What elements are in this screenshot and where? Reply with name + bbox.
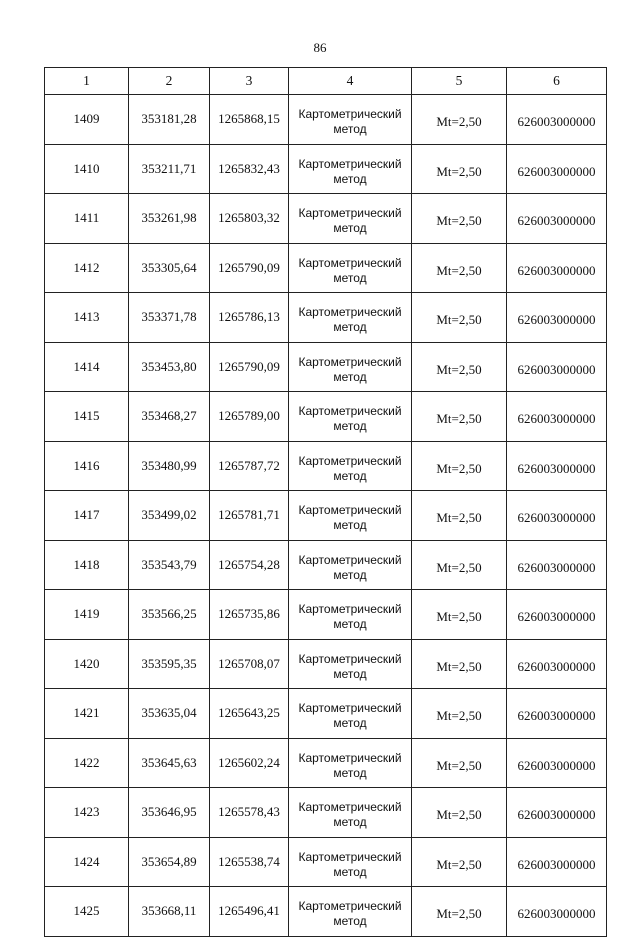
table-row	[45, 342, 607, 392]
code-cell: 626003000000	[507, 194, 607, 244]
method-cell: Картометрический метод	[289, 639, 412, 689]
x-coordinate-cell: 353646,95	[129, 788, 210, 838]
y-coordinate-cell: 1265790,09	[210, 243, 289, 293]
y-coordinate-cell: 1265643,25	[210, 689, 289, 739]
x-coordinate-cell: 353468,27	[129, 392, 210, 442]
header-cell: 2	[129, 68, 210, 95]
point-number-cell: 1416	[45, 441, 129, 491]
method-cell: Картометрический метод	[289, 837, 412, 887]
table-header-row	[45, 68, 607, 95]
y-coordinate-cell: 1265578,43	[210, 788, 289, 838]
method-cell: Картометрический метод	[289, 738, 412, 788]
y-coordinate-cell: 1265781,71	[210, 491, 289, 541]
table-row	[45, 441, 607, 491]
code-cell: 626003000000	[507, 392, 607, 442]
accuracy-cell: Mt=2,50	[412, 738, 507, 788]
y-coordinate-cell: 1265602,24	[210, 738, 289, 788]
code-cell: 626003000000	[507, 540, 607, 590]
y-coordinate-cell: 1265789,00	[210, 392, 289, 442]
header-cell: 5	[412, 68, 507, 95]
x-coordinate-cell: 353645,63	[129, 738, 210, 788]
point-number-cell: 1411	[45, 194, 129, 244]
table-row	[45, 788, 607, 838]
code-cell: 626003000000	[507, 293, 607, 343]
code-cell: 626003000000	[507, 342, 607, 392]
method-cell: Картометрический метод	[289, 95, 412, 145]
method-cell: Картометрический метод	[289, 590, 412, 640]
y-coordinate-cell: 1265787,72	[210, 441, 289, 491]
accuracy-cell: Mt=2,50	[412, 342, 507, 392]
table-body	[45, 68, 607, 937]
x-coordinate-cell: 353668,11	[129, 887, 210, 937]
table-row	[45, 590, 607, 640]
method-cell: Картометрический метод	[289, 887, 412, 937]
accuracy-cell: Mt=2,50	[412, 95, 507, 145]
y-coordinate-cell: 1265754,28	[210, 540, 289, 590]
point-number-cell: 1418	[45, 540, 129, 590]
code-cell: 626003000000	[507, 441, 607, 491]
header-cell: 1	[45, 68, 129, 95]
method-cell: Картометрический метод	[289, 689, 412, 739]
code-cell: 626003000000	[507, 95, 607, 145]
point-number-cell: 1419	[45, 590, 129, 640]
point-number-cell: 1412	[45, 243, 129, 293]
x-coordinate-cell: 353595,35	[129, 639, 210, 689]
x-coordinate-cell: 353261,98	[129, 194, 210, 244]
table-row	[45, 194, 607, 244]
point-number-cell: 1414	[45, 342, 129, 392]
code-cell: 626003000000	[507, 689, 607, 739]
table-row	[45, 738, 607, 788]
method-cell: Картометрический метод	[289, 392, 412, 442]
point-number-cell: 1417	[45, 491, 129, 541]
table-row	[45, 540, 607, 590]
code-cell: 626003000000	[507, 144, 607, 194]
accuracy-cell: Mt=2,50	[412, 392, 507, 442]
accuracy-cell: Mt=2,50	[412, 689, 507, 739]
method-cell: Картометрический метод	[289, 491, 412, 541]
header-cell: 3	[210, 68, 289, 95]
point-number-cell: 1425	[45, 887, 129, 937]
accuracy-cell: Mt=2,50	[412, 887, 507, 937]
point-number-cell: 1413	[45, 293, 129, 343]
code-cell: 626003000000	[507, 590, 607, 640]
y-coordinate-cell: 1265735,86	[210, 590, 289, 640]
table-row	[45, 144, 607, 194]
table-row	[45, 392, 607, 442]
code-cell: 626003000000	[507, 738, 607, 788]
point-number-cell: 1409	[45, 95, 129, 145]
code-cell: 626003000000	[507, 243, 607, 293]
accuracy-cell: Mt=2,50	[412, 639, 507, 689]
y-coordinate-cell: 1265538,74	[210, 837, 289, 887]
x-coordinate-cell: 353543,79	[129, 540, 210, 590]
x-coordinate-cell: 353499,02	[129, 491, 210, 541]
point-number-cell: 1420	[45, 639, 129, 689]
x-coordinate-cell: 353566,25	[129, 590, 210, 640]
point-number-cell: 1424	[45, 837, 129, 887]
y-coordinate-cell: 1265832,43	[210, 144, 289, 194]
x-coordinate-cell: 353453,80	[129, 342, 210, 392]
code-cell: 626003000000	[507, 639, 607, 689]
accuracy-cell: Mt=2,50	[412, 788, 507, 838]
y-coordinate-cell: 1265708,07	[210, 639, 289, 689]
accuracy-cell: Mt=2,50	[412, 293, 507, 343]
method-cell: Картометрический метод	[289, 293, 412, 343]
point-number-cell: 1410	[45, 144, 129, 194]
method-cell: Картометрический метод	[289, 540, 412, 590]
code-cell: 626003000000	[507, 837, 607, 887]
method-cell: Картометрический метод	[289, 144, 412, 194]
x-coordinate-cell: 353371,78	[129, 293, 210, 343]
x-coordinate-cell: 353635,04	[129, 689, 210, 739]
method-cell: Картометрический метод	[289, 194, 412, 244]
x-coordinate-cell: 353654,89	[129, 837, 210, 887]
y-coordinate-cell: 1265790,09	[210, 342, 289, 392]
accuracy-cell: Mt=2,50	[412, 837, 507, 887]
x-coordinate-cell: 353305,64	[129, 243, 210, 293]
x-coordinate-cell: 353211,71	[129, 144, 210, 194]
header-cell: 4	[289, 68, 412, 95]
table-row	[45, 689, 607, 739]
point-number-cell: 1423	[45, 788, 129, 838]
accuracy-cell: Mt=2,50	[412, 144, 507, 194]
header-cell: 6	[507, 68, 607, 95]
page-number: 86	[313, 40, 327, 55]
table-row	[45, 243, 607, 293]
table-row	[45, 95, 607, 145]
method-cell: Картометрический метод	[289, 243, 412, 293]
table-row	[45, 639, 607, 689]
method-cell: Картометрический метод	[289, 342, 412, 392]
coordinates-table	[44, 67, 607, 937]
accuracy-cell: Mt=2,50	[412, 590, 507, 640]
code-cell: 626003000000	[507, 491, 607, 541]
table-row	[45, 837, 607, 887]
accuracy-cell: Mt=2,50	[412, 540, 507, 590]
y-coordinate-cell: 1265803,32	[210, 194, 289, 244]
method-cell: Картометрический метод	[289, 441, 412, 491]
accuracy-cell: Mt=2,50	[412, 441, 507, 491]
x-coordinate-cell: 353181,28	[129, 95, 210, 145]
accuracy-cell: Mt=2,50	[412, 243, 507, 293]
table-row	[45, 491, 607, 541]
point-number-cell: 1421	[45, 689, 129, 739]
y-coordinate-cell: 1265786,13	[210, 293, 289, 343]
point-number-cell: 1415	[45, 392, 129, 442]
table-row	[45, 293, 607, 343]
code-cell: 626003000000	[507, 887, 607, 937]
method-cell: Картометрический метод	[289, 788, 412, 838]
y-coordinate-cell: 1265868,15	[210, 95, 289, 145]
table-row	[45, 887, 607, 937]
code-cell: 626003000000	[507, 788, 607, 838]
accuracy-cell: Mt=2,50	[412, 491, 507, 541]
x-coordinate-cell: 353480,99	[129, 441, 210, 491]
point-number-cell: 1422	[45, 738, 129, 788]
accuracy-cell: Mt=2,50	[412, 194, 507, 244]
y-coordinate-cell: 1265496,41	[210, 887, 289, 937]
